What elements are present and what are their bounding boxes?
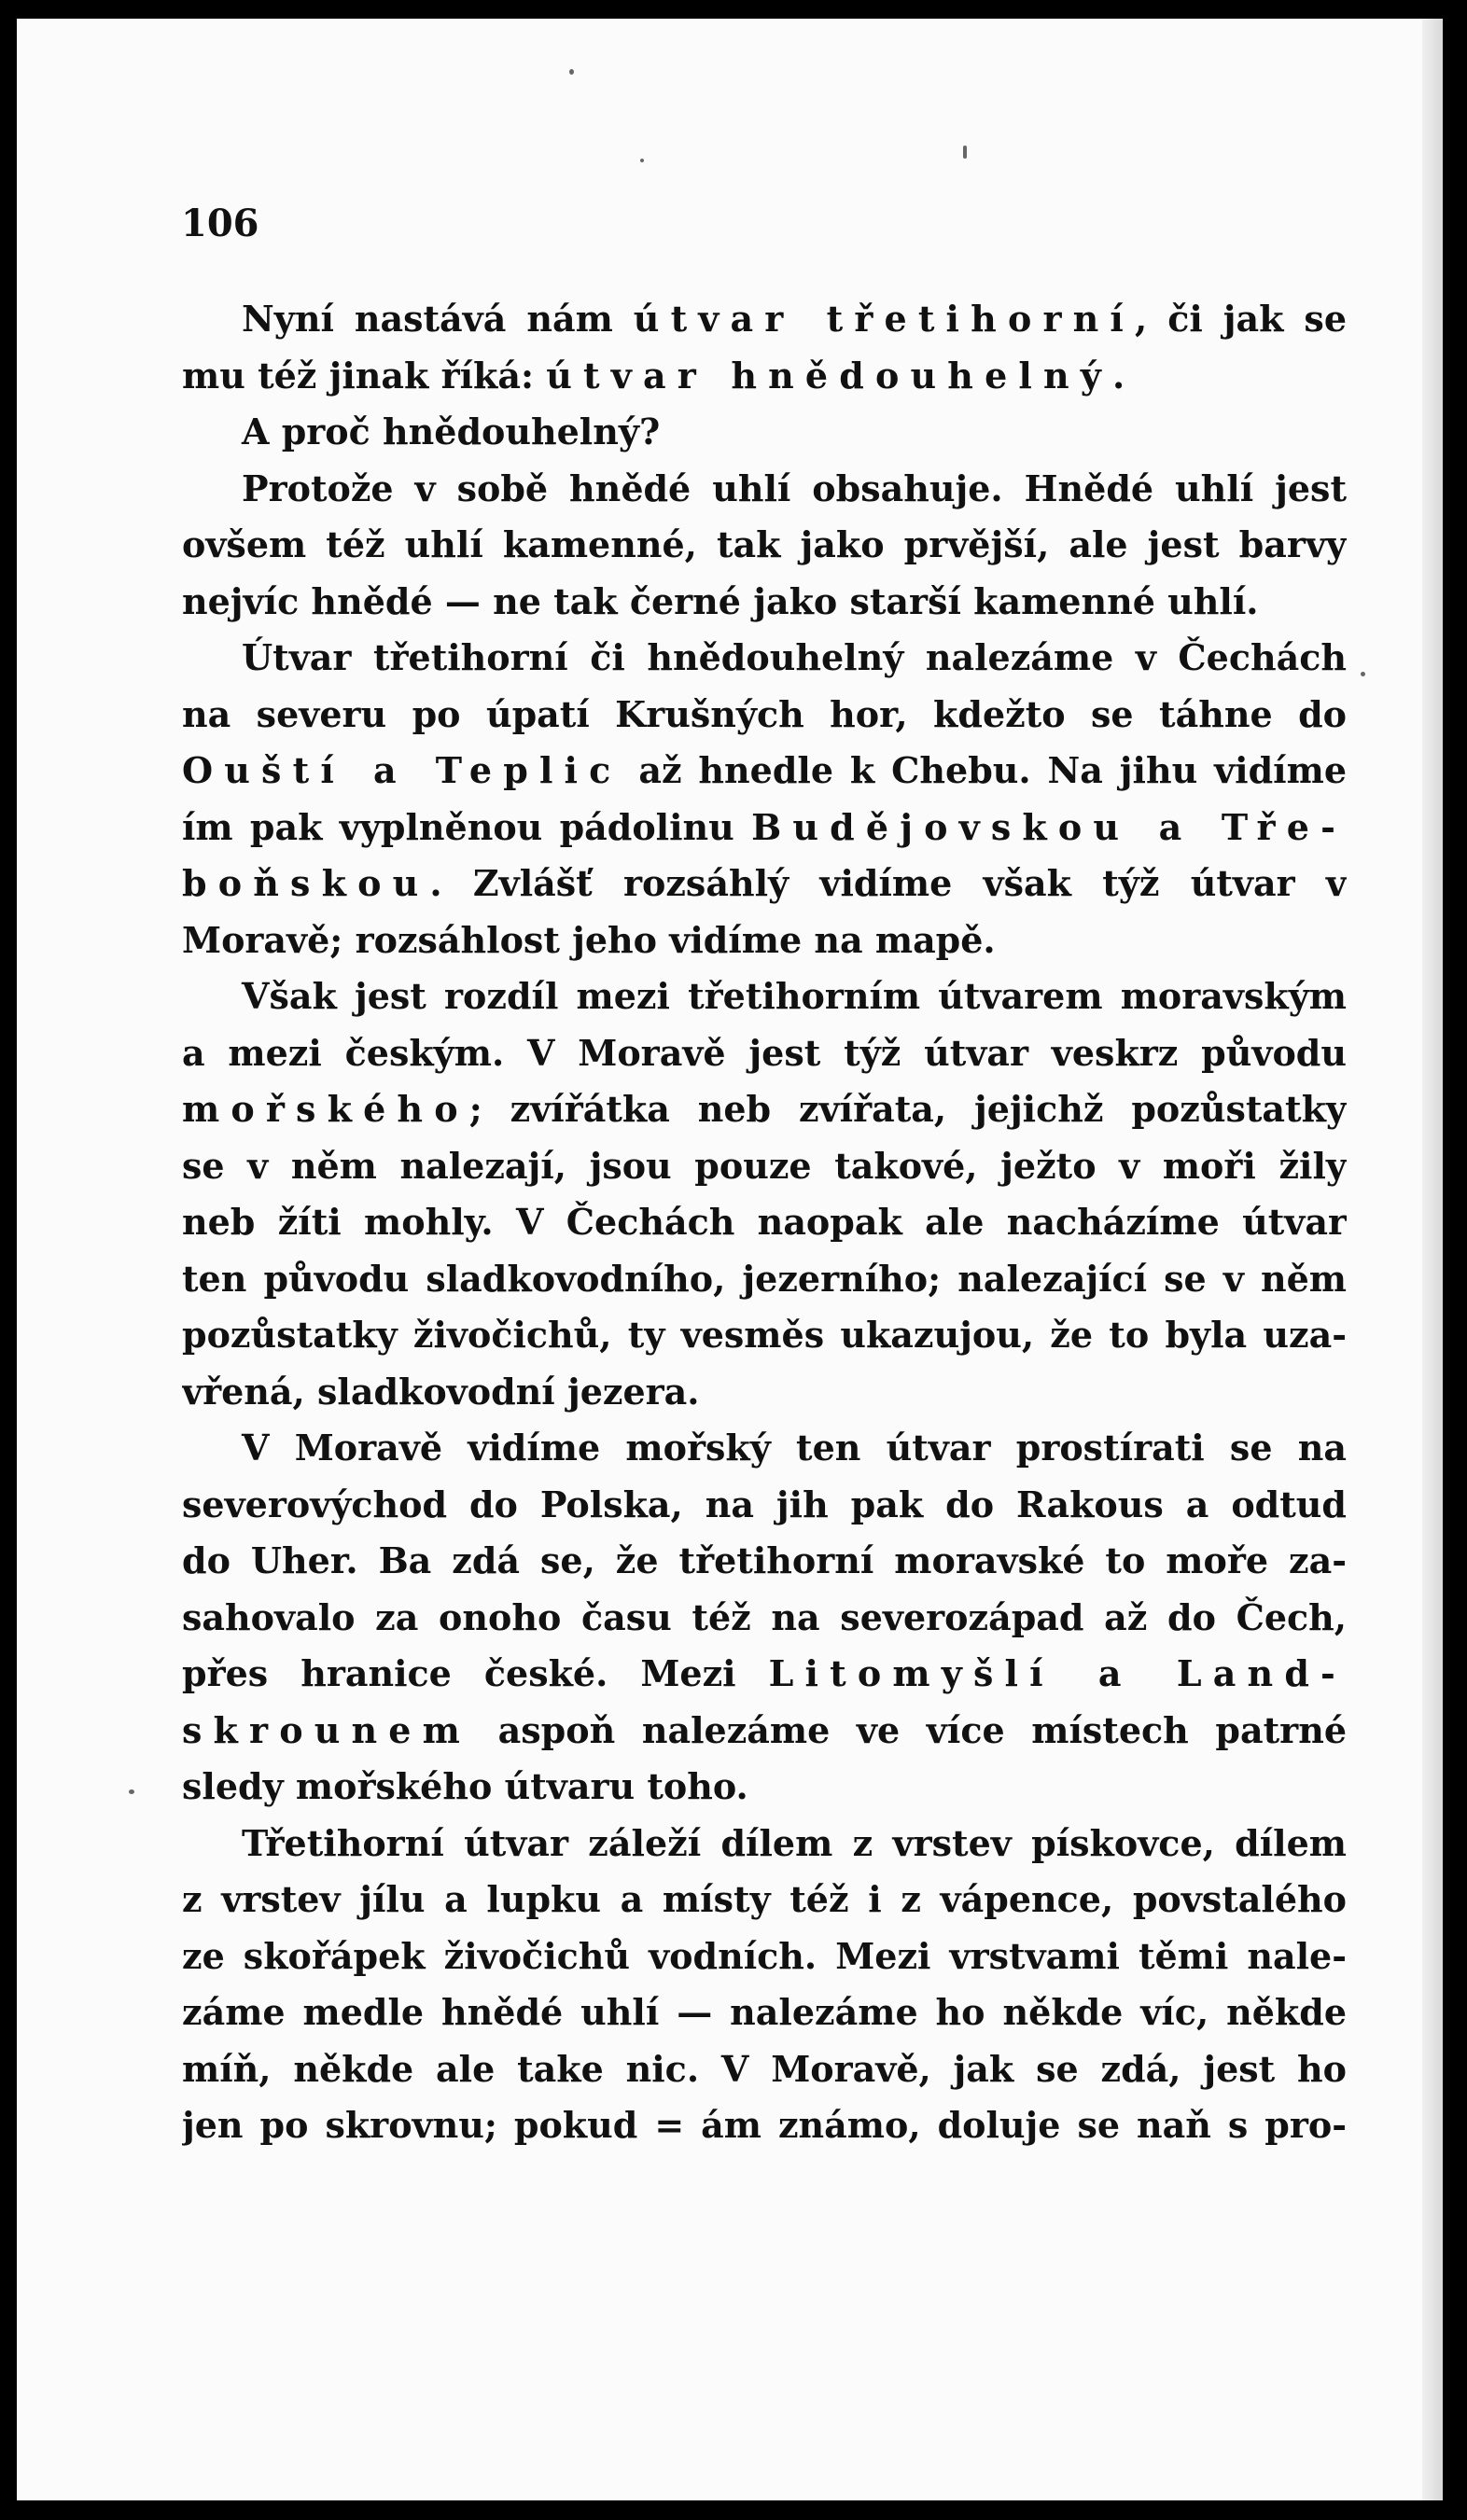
text-line <box>182 1703 1347 1760</box>
spaced-emphasis-text: skrounem <box>182 1708 472 1751</box>
text-line <box>182 1816 1347 1873</box>
text-segment: sahovalo za onoho času též na severozápad až do Čech, <box>182 1595 1347 1638</box>
text-line <box>182 1590 1347 1647</box>
text-line <box>182 1138 1347 1195</box>
text-segment: . Zvlášť rozsáhlý vidíme však týž útvar v <box>429 862 1347 904</box>
spaced-emphasis-text: boňskou <box>182 862 430 904</box>
text-segment: jen po skrovnu; pokud = ám známo, doluje se naň s pro- <box>182 2104 1347 2146</box>
text-segment: Však jest rozdíl mezi třetihorním útvarem moravským <box>242 975 1347 1017</box>
text-segment: Nyní nastává nám <box>242 298 634 340</box>
text-segment: až hnedle k Chebu. Na jihu vidíme <box>622 749 1347 791</box>
text-segment: z vrstev jílu a lupku a místy též i z vápence, povstalého <box>182 1878 1347 1920</box>
text-segment: nejvíc hnědé — ne tak černé jako starší kamenné uhlí. <box>182 579 1259 622</box>
text-segment: do Uher. Ba zdá se, že třetihorní moravské to moře za- <box>182 1539 1347 1581</box>
text-segment: aspoň nalezáme ve více místech patrné <box>471 1708 1347 1751</box>
text-segment: ten původu sladkovodního, jezerního; nalezající se v něm <box>182 1257 1347 1300</box>
text-segment: mu též jinak říká: <box>182 354 547 397</box>
page-number: 106 <box>181 202 259 245</box>
text-line <box>182 404 1347 461</box>
text-segment: Moravě; rozsáhlost jeho vidíme na mapě. <box>182 918 996 961</box>
text-line <box>182 461 1347 518</box>
text-segment: pozůstatky živočichů, ty vesměs ukazujou, že to byla uza- <box>182 1314 1347 1356</box>
text-line <box>182 2097 1347 2154</box>
text-line <box>182 1025 1347 1082</box>
spaced-emphasis-text: Ouští a Teplic <box>182 749 622 791</box>
text-line <box>182 800 1347 856</box>
page-edge-shadow <box>1422 19 1443 2500</box>
text-segment: neb žíti mohly. V Čechách naopak ale nacházíme útvar <box>182 1201 1347 1243</box>
text-segment: ze skořápek živočichů vodních. Mezi vrstvami těmi nale- <box>182 1934 1347 1977</box>
spaced-emphasis-text: útvar třetihorní <box>633 298 1136 340</box>
text-segment: A proč hnědouhelný? <box>242 411 661 452</box>
text-line <box>182 1251 1347 1308</box>
text-segment: Třetihorní útvar záleží dílem z vrstev pískovce, dílem <box>242 1821 1347 1864</box>
text-line <box>182 1646 1347 1703</box>
text-line <box>182 517 1347 574</box>
book-page <box>17 19 1443 2500</box>
text-segment: Protože v sobě hnědé uhlí obsahuje. Hnědé uhlí jest <box>242 466 1347 509</box>
text-line <box>182 1364 1347 1421</box>
text-line <box>182 1081 1347 1138</box>
text-line <box>182 574 1347 631</box>
spaced-emphasis-text: mořského <box>182 1088 469 1130</box>
paper-speck <box>963 146 967 159</box>
text-line <box>182 1307 1347 1364</box>
text-line <box>182 1759 1347 1816</box>
text-line <box>182 968 1347 1025</box>
text-segment: míň, někde ale take nic. V Moravě, jak se zdá, jest ho <box>182 2047 1347 2090</box>
text-segment: , či jak se <box>1135 298 1347 340</box>
text-segment: záme medle hnědé uhlí — nalezáme ho někde víc, někde <box>182 1991 1347 2033</box>
text-segment: a mezi českým. V Moravě jest týž útvar veskrz původu <box>182 1031 1347 1074</box>
text-segment: . <box>1112 354 1125 397</box>
text-segment: severovýchod do Polska, na jih pak do Rakous a odtud <box>182 1483 1347 1525</box>
text-line <box>182 1872 1347 1928</box>
spaced-emphasis-text: útvar hnědouhelný <box>546 354 1113 397</box>
text-line <box>182 1928 1347 1985</box>
text-segment: V Moravě vidíme mořský ten útvar prostírati se na <box>242 1427 1347 1469</box>
spaced-emphasis-text: Litomyšlí a Land- <box>768 1652 1347 1694</box>
text-line <box>182 856 1347 912</box>
text-line <box>182 687 1347 744</box>
text-segment: ; zvířátka neb zvířata, jejichž pozůstatky <box>468 1088 1347 1130</box>
text-line <box>182 348 1347 405</box>
text-line <box>182 1477 1347 1534</box>
paper-speck <box>640 159 644 162</box>
text-segment: ím pak vyplněnou pádolinu <box>182 805 752 848</box>
paper-speck <box>569 69 574 75</box>
text-line <box>182 1194 1347 1251</box>
text-line <box>182 291 1347 348</box>
text-segment: sledy mořského útvaru toho. <box>182 1765 748 1807</box>
text-segment: Útvar třetihorní či hnědouhelný nalezáme v Čechách <box>242 636 1347 678</box>
text-segment: ovšem též uhlí kamenné, tak jako prvější, ale jest barvy <box>182 523 1347 565</box>
paper-speck <box>1361 672 1365 676</box>
text-line <box>182 630 1347 687</box>
text-line <box>182 1984 1347 2041</box>
spaced-emphasis-text: Budějovskou a Tře- <box>751 805 1347 848</box>
text-segment: na severu po úpatí Krušných hor, kdežto se táhne do <box>182 692 1347 735</box>
text-segment: vřená, sladkovodní jezera. <box>182 1370 700 1413</box>
text-line <box>182 2041 1347 2098</box>
body-text <box>182 291 1347 2154</box>
text-line <box>182 1533 1347 1590</box>
text-line <box>182 912 1347 969</box>
text-line <box>182 743 1347 800</box>
text-segment: přes hranice české. Mezi <box>182 1652 769 1694</box>
text-line <box>182 1420 1347 1477</box>
text-segment: se v něm nalezají, jsou pouze takové, ježto v moři žily <box>182 1144 1347 1187</box>
paper-speck <box>129 1789 134 1794</box>
